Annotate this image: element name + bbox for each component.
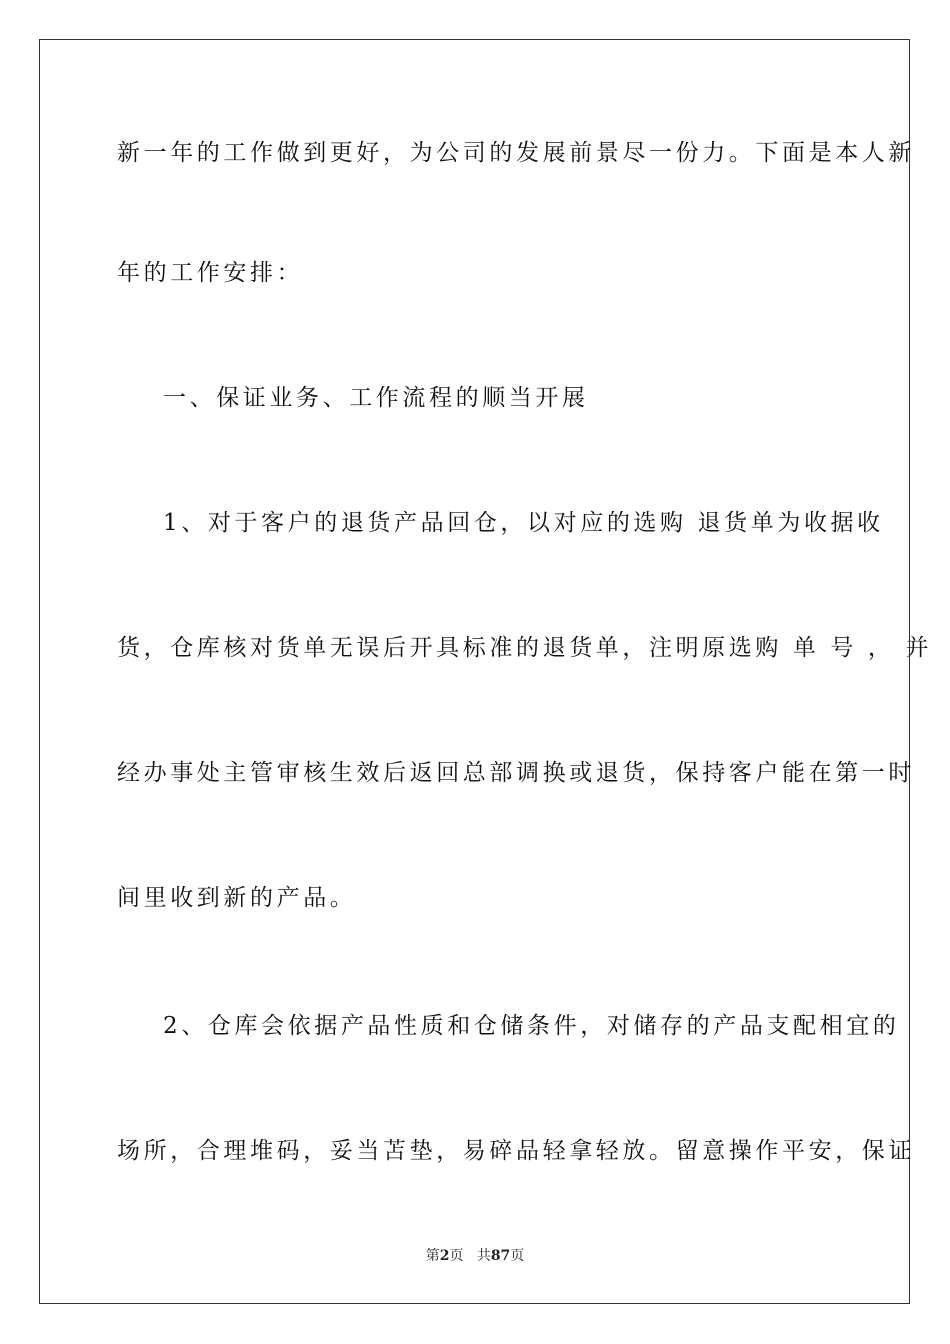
text-line-2: 年的工作安排： — [117, 260, 304, 286]
footer-page-prefix: 第 — [425, 1248, 440, 1264]
text-line-4: 1、对于客户的退货产品回仓，以对应的选购 退货单为收据收 — [163, 510, 884, 536]
page-footer — [0, 1245, 950, 1265]
footer-total-suffix: 页 — [510, 1248, 525, 1264]
page-border — [39, 39, 933, 1304]
text-line-9: 场所，合理堆码，妥当苫垫，易碎品轻拿轻放。留意操作平安，保证 — [117, 1138, 915, 1164]
footer-total-prefix: 共 — [476, 1248, 491, 1264]
footer-page-number: 2 — [439, 1248, 450, 1264]
section-heading-1: 一、保证业务、工作流程的顺当开展 — [163, 385, 589, 411]
footer-total-pages: 87 — [490, 1248, 511, 1264]
footer-page-suffix: 页 — [449, 1248, 464, 1264]
text-line-7: 间里收到新的产品。 — [117, 885, 357, 911]
text-line-5: 货，仓库核对货单无误后开具标准的退货单，注明原选购 单 号 ， 并 — [117, 635, 933, 661]
text-line-6: 经办事处主管审核生效后返回总部调换或退货，保持客户能在第一时 — [117, 760, 915, 786]
text-line-1: 新一年的工作做到更好，为公司的发展前景尽一份力。下面是本人新 — [117, 140, 915, 166]
text-line-8: 2、仓库会依据产品性质和仓储条件，对储存的产品支配相宜的 — [163, 1013, 900, 1039]
